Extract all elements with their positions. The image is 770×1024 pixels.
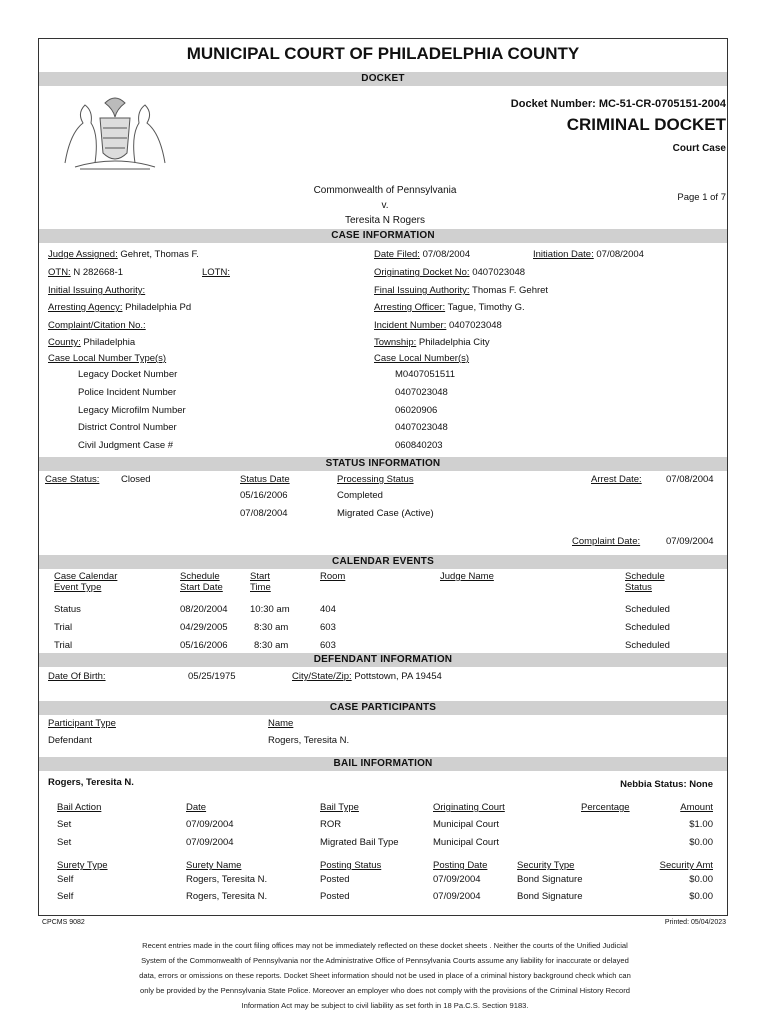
h-event-type-2: Event Type bbox=[54, 582, 102, 593]
event-time: 8:30 am bbox=[254, 640, 289, 651]
final-authority-value: Thomas F. Gehret bbox=[472, 285, 549, 296]
surety-name: Rogers, Teresita N. bbox=[186, 891, 268, 902]
city-state-zip bbox=[292, 671, 442, 682]
event-status: Scheduled bbox=[625, 622, 670, 633]
township-label: Township: bbox=[374, 337, 417, 348]
posting-date: 07/09/2004 bbox=[433, 874, 481, 885]
event-time: 10:30 am bbox=[250, 604, 290, 615]
court-title: MUNICIPAL COURT OF PHILADELPHIA COUNTY bbox=[186, 44, 580, 63]
local-type: Police Incident Number bbox=[78, 387, 177, 398]
judge-value: Gehret, Thomas F. bbox=[120, 249, 199, 260]
processing-status-label: Processing Status bbox=[337, 474, 414, 485]
h-posting-status: Posting Status bbox=[320, 860, 382, 871]
arresting-agency-label: Arresting Agency: bbox=[48, 302, 123, 313]
form-id: CPCMS 9082 bbox=[42, 919, 85, 926]
security-amt: $0.00 bbox=[689, 874, 713, 885]
csz-label: City/State/Zip: bbox=[292, 671, 352, 682]
local-number-label: Case Local Number(s) bbox=[374, 353, 470, 364]
township bbox=[374, 337, 490, 348]
posting-status: Posted bbox=[320, 891, 350, 902]
h-bail-action: Bail Action bbox=[57, 802, 102, 813]
nebbia-status: Nebbia Status: None bbox=[620, 779, 713, 790]
arresting-officer bbox=[374, 302, 525, 313]
date-filed-value: 07/08/2004 bbox=[422, 249, 471, 260]
local-type: Legacy Microfilm Number bbox=[78, 405, 186, 416]
event-status: Scheduled bbox=[625, 604, 670, 615]
local-type: Civil Judgment Case # bbox=[78, 440, 174, 451]
h-status-2: Status bbox=[625, 582, 652, 593]
bail-type: Migrated Bail Type bbox=[320, 837, 399, 848]
arresting-officer-label: Arresting Officer: bbox=[374, 302, 446, 313]
event-room: 603 bbox=[320, 622, 336, 633]
event-type: Trial bbox=[54, 622, 73, 633]
case-participants-bar: CASE PARTICIPANTS bbox=[39, 701, 727, 715]
disclaimer-line: Recent entries made in the court filing offices may not be immediately reflected on these docket sheets . Neither the courts of the Unified Judicial bbox=[142, 941, 628, 950]
arrest-date-label: Arrest Date: bbox=[591, 474, 642, 485]
h-security-type: Security Type bbox=[517, 860, 575, 871]
h-event-type bbox=[54, 571, 117, 593]
h-surety-type: Surety Type bbox=[57, 860, 108, 871]
status-date: 07/08/2004 bbox=[240, 508, 288, 519]
case-status-label: Case Status: bbox=[45, 474, 100, 485]
docket-type: CRIMINAL DOCKET bbox=[566, 115, 726, 134]
event-type: Status bbox=[54, 604, 81, 615]
participant-name-label: Name bbox=[268, 718, 294, 729]
local-number: M0407051511 bbox=[395, 369, 456, 380]
disclaimer bbox=[90, 938, 680, 1013]
surety-type: Self bbox=[57, 874, 74, 885]
h-security-amt: Security Amt bbox=[659, 860, 713, 871]
court-case: Court Case bbox=[672, 143, 726, 154]
event-type: Trial bbox=[54, 640, 73, 651]
initiation-label: Initiation Date: bbox=[533, 249, 594, 260]
originating-docket bbox=[374, 267, 525, 278]
date-filed bbox=[374, 249, 470, 260]
posting-date: 07/09/2004 bbox=[433, 891, 481, 902]
date-filed-label: Date Filed: bbox=[374, 249, 420, 260]
initiation-value: 07/08/2004 bbox=[596, 249, 644, 260]
h-surety-name: Surety Name bbox=[186, 860, 242, 871]
complaint-date-label: Complaint Date: bbox=[572, 536, 641, 547]
arresting-officer-value: Tague, Timothy G. bbox=[447, 302, 525, 313]
dob-label: Date Of Birth: bbox=[48, 671, 106, 682]
final-authority bbox=[374, 285, 548, 296]
case-status-value: Closed bbox=[121, 474, 151, 485]
arrest-date-value: 07/08/2004 bbox=[666, 474, 714, 485]
bail-date: 07/09/2004 bbox=[186, 819, 234, 830]
h-schedule-2: Start Date bbox=[180, 582, 223, 593]
incident-value: 0407023048 bbox=[448, 320, 502, 331]
bail-amount: $0.00 bbox=[689, 837, 713, 848]
local-type: District Control Number bbox=[78, 422, 177, 433]
county-label: County: bbox=[48, 337, 81, 348]
csz-value: Pottstown, PA 19454 bbox=[354, 671, 442, 682]
h-originating-court: Originating Court bbox=[433, 802, 505, 813]
h-start-2: Time bbox=[250, 582, 271, 593]
calendar-events-bar: CALENDAR EVENTS bbox=[39, 555, 727, 569]
bail-action: Set bbox=[57, 819, 72, 830]
final-authority-label: Final Issuing Authority: bbox=[374, 285, 470, 296]
arresting-agency bbox=[48, 302, 191, 313]
processing-status: Migrated Case (Active) bbox=[337, 508, 434, 519]
defendant-information-bar: DEFENDANT INFORMATION bbox=[39, 653, 727, 667]
event-date: 08/20/2004 bbox=[180, 604, 228, 615]
h-bail-date: Date bbox=[186, 802, 207, 813]
event-room: 603 bbox=[320, 640, 336, 651]
h-start-time bbox=[250, 571, 271, 593]
h-status-1: Schedule bbox=[625, 571, 665, 582]
bail-court: Municipal Court bbox=[433, 819, 499, 830]
pennsylvania-seal-icon bbox=[55, 93, 175, 173]
otn bbox=[48, 267, 123, 278]
printed-date: Printed: 05/04/2023 bbox=[664, 919, 726, 926]
caption-plaintiff: Commonwealth of Pennsylvania bbox=[313, 185, 457, 196]
caption-versus: v. bbox=[381, 200, 389, 211]
bail-action: Set bbox=[57, 837, 72, 848]
participant-name: Rogers, Teresita N. bbox=[268, 735, 350, 746]
otn-label: OTN: bbox=[48, 267, 71, 278]
h-judge-name: Judge Name bbox=[440, 571, 494, 582]
dob-value: 05/25/1975 bbox=[188, 671, 236, 682]
caption-defendant: Teresita N Rogers bbox=[344, 215, 426, 226]
complaint-citation-label: Complaint/Citation No.: bbox=[48, 320, 146, 331]
h-event-type-1: Case Calendar bbox=[54, 571, 118, 582]
incident-number bbox=[374, 320, 502, 331]
bail-information-bar: BAIL INFORMATION bbox=[39, 757, 727, 771]
bail-defendant-name: Rogers, Teresita N. bbox=[48, 777, 134, 788]
event-time: 8:30 am bbox=[254, 622, 289, 633]
h-schedule-date bbox=[180, 571, 223, 593]
h-schedule-1: Schedule bbox=[180, 571, 220, 582]
bail-date: 07/09/2004 bbox=[186, 837, 234, 848]
orig-docket-value: 0407023048 bbox=[472, 267, 526, 278]
event-date: 05/16/2006 bbox=[180, 640, 228, 651]
event-room: 404 bbox=[320, 604, 336, 615]
surety-type: Self bbox=[57, 891, 74, 902]
h-start-1: Start bbox=[250, 571, 271, 582]
docket-number: Docket Number: MC-51-CR-0705151-2004 bbox=[510, 98, 726, 110]
complaint-date-value: 07/09/2004 bbox=[666, 536, 714, 547]
page-number: Page 1 of 7 bbox=[677, 192, 726, 203]
h-amount: Amount bbox=[680, 802, 713, 813]
case-caption bbox=[230, 183, 540, 228]
event-date: 04/29/2005 bbox=[180, 622, 228, 633]
county bbox=[48, 337, 135, 348]
incident-label: Incident Number: bbox=[374, 320, 447, 331]
local-number-type-label: Case Local Number Type(s) bbox=[48, 353, 167, 364]
posting-status: Posted bbox=[320, 874, 350, 885]
county-value: Philadelphia bbox=[83, 337, 136, 348]
initiation-date bbox=[533, 249, 644, 260]
h-schedule-status bbox=[625, 571, 665, 593]
arresting-agency-value: Philadelphia Pd bbox=[125, 302, 192, 313]
disclaimer-line: data, errors or omissions on these reports. Docket Sheet information should not be used in place of a criminal history background check which can bbox=[139, 971, 631, 980]
surety-name: Rogers, Teresita N. bbox=[186, 874, 268, 885]
bail-court: Municipal Court bbox=[433, 837, 499, 848]
case-information-bar: CASE INFORMATION bbox=[39, 229, 727, 243]
status-information-bar: STATUS INFORMATION bbox=[39, 457, 727, 471]
h-percentage: Percentage bbox=[581, 802, 630, 813]
participant-type: Defendant bbox=[48, 735, 92, 746]
bail-amount: $1.00 bbox=[689, 819, 713, 830]
disclaimer-line: only be provided by the Pennsylvania State Police. Moreover an employer who does not comply with the provisions of the Criminal History Record bbox=[139, 986, 631, 995]
local-number: 0407023048 bbox=[395, 422, 448, 433]
processing-status: Completed bbox=[337, 490, 383, 501]
township-value: Philadelphia City bbox=[418, 337, 490, 348]
security-type: Bond Signature bbox=[517, 874, 583, 885]
h-room: Room bbox=[320, 571, 346, 582]
lotn-label: LOTN: bbox=[202, 267, 230, 278]
judge-label: Judge Assigned: bbox=[48, 249, 118, 260]
security-type: Bond Signature bbox=[517, 891, 583, 902]
otn-value: N 282668-1 bbox=[73, 267, 123, 278]
h-posting-date: Posting Date bbox=[433, 860, 488, 871]
local-number: 060840203 bbox=[395, 440, 443, 451]
disclaimer-line: System of the Commonwealth of Pennsylvania nor the Administrative Office of Pennsylvania Courts assume any liability for inaccurate or delayed bbox=[141, 956, 629, 965]
participant-type-label: Participant Type bbox=[48, 718, 116, 729]
h-bail-type: Bail Type bbox=[320, 802, 359, 813]
docket-bar: DOCKET bbox=[39, 72, 727, 86]
local-number: 0407023048 bbox=[395, 387, 448, 398]
status-date: 05/16/2006 bbox=[240, 490, 288, 501]
judge-assigned bbox=[48, 249, 199, 260]
security-amt: $0.00 bbox=[689, 891, 713, 902]
bail-type: ROR bbox=[320, 819, 342, 830]
local-number: 06020906 bbox=[395, 405, 438, 416]
status-date-label: Status Date bbox=[240, 474, 290, 485]
disclaimer-line: Information Act may be subject to civil liability as set forth in 18 Pa.C.S. Section 9183. bbox=[241, 1001, 529, 1010]
event-status: Scheduled bbox=[625, 640, 670, 651]
initial-authority-label: Initial Issuing Authority: bbox=[48, 285, 146, 296]
orig-docket-label: Originating Docket No: bbox=[374, 267, 470, 278]
local-type: Legacy Docket Number bbox=[78, 369, 178, 380]
